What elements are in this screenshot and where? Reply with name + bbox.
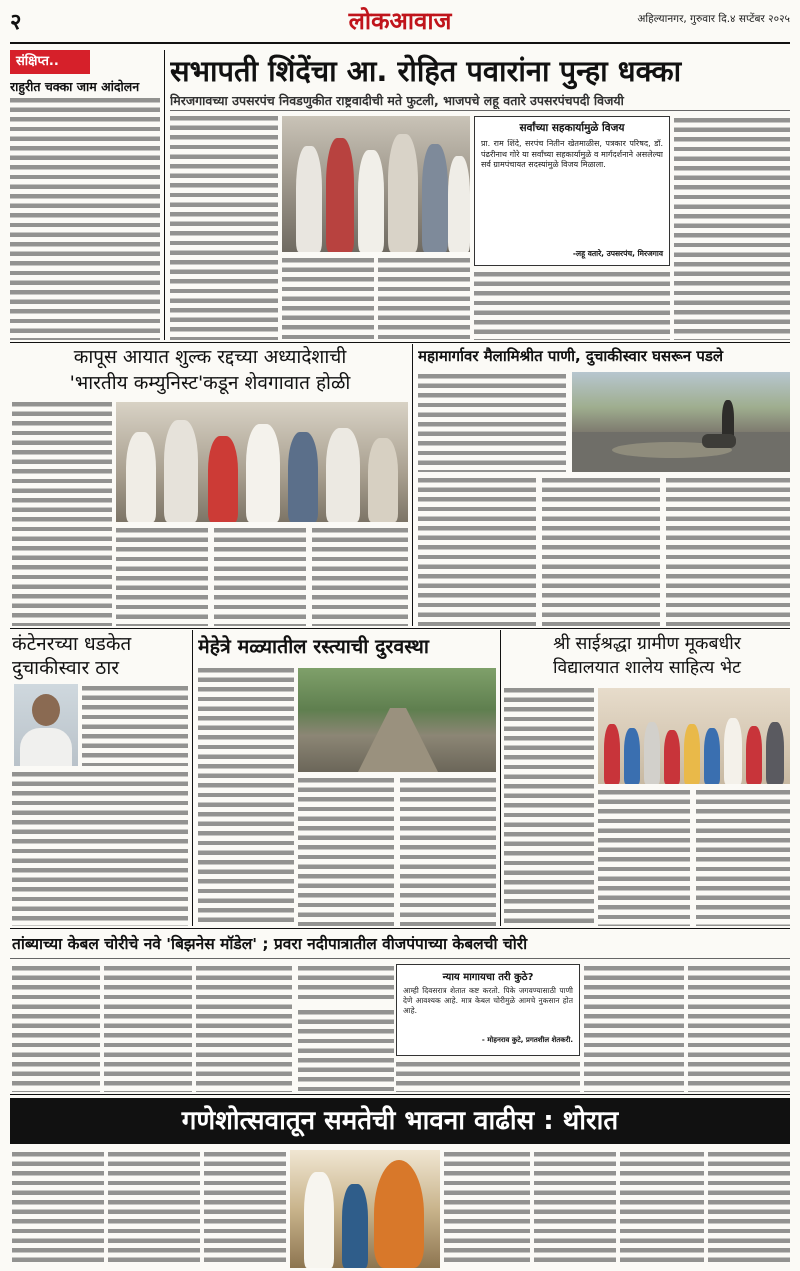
lead-col2 — [282, 256, 374, 340]
highway-headline: महामार्गावर मैलामिश्रीत पाणी, दुचाकीस्वार घसरून पडले — [418, 347, 724, 365]
mehetre-col2 — [298, 776, 394, 926]
lead-col3 — [378, 256, 470, 340]
container-body — [12, 770, 188, 926]
school-headline-1: श्री साईश्रद्धा ग्रामीण मूकबधीर — [553, 634, 741, 654]
thorat-dateline — [12, 1150, 104, 1266]
row-rule-3 — [10, 928, 790, 929]
lead-col4 — [474, 270, 670, 340]
lead-headline: सभापती शिंदेंचा आ. रोहित पवारांना पुन्हा धक्का — [170, 54, 682, 88]
sidebar-headline: राहुरीत चक्का जाम आंदोलन — [10, 79, 140, 94]
column-rule-3 — [192, 630, 193, 926]
masthead-rule — [10, 42, 790, 44]
cable-box-title: न्याय मागायचा तरी कुठे? — [442, 972, 534, 983]
highway-photo — [572, 372, 790, 472]
mehetre-photo — [298, 668, 496, 772]
lead-box-title: सर्वांच्या सहकार्यामुळे विजय — [519, 122, 625, 134]
cable-col1b — [104, 964, 192, 1092]
brand-logo: लोकआवाज — [348, 7, 452, 35]
column-rule — [164, 50, 165, 340]
sidebar — [10, 50, 160, 342]
cotton-col4 — [312, 526, 408, 626]
lead-col5 — [674, 116, 790, 340]
cable-col4 — [396, 1060, 580, 1092]
cable-callout-box — [396, 964, 580, 1056]
school-dateline — [504, 686, 594, 926]
dateline: अहिल्यानगर, गुरुवार दि.४ सप्टेंबर २०२५ — [637, 13, 790, 25]
school-col2 — [598, 788, 690, 926]
highway-col3 — [542, 476, 660, 626]
thorat-photo — [290, 1150, 440, 1268]
thorat-headline: गणेशोत्सवातून समतेची भावना वाढीस : थोरात — [181, 1106, 619, 1136]
cable-col1 — [12, 964, 100, 1092]
thorat-col3 — [204, 1150, 286, 1266]
lead-rule — [170, 110, 790, 111]
highway-col2 — [418, 476, 536, 626]
row-rule-4 — [10, 1094, 790, 1095]
lead-dateline — [170, 114, 278, 340]
thorat-col2 — [108, 1150, 200, 1266]
row-rule-1 — [10, 342, 790, 343]
column-rule-4 — [500, 630, 501, 926]
thorat-col4 — [444, 1150, 530, 1266]
cable-box-signature: - मोहनराव कुटे, प्रगतशील शेतकरी. — [481, 1036, 573, 1044]
cotton-headline-2: 'भारतीय कम्युनिस्ट'कडून शेवगावात होळी — [69, 372, 351, 394]
lead-box-signature: -लहू वतारे, उपसरपंच, मिरजगाव — [572, 249, 663, 258]
mehetre-headline: मेहेत्रे मळ्यातील रस्त्याची दुरवस्था — [198, 635, 429, 658]
cable-headline: तांब्याच्या केबल चोरीचे नवे 'बिझनेस मॉडेल' ; प्रवरा नदीपात्रातील वीजपंपाच्या केबलची चोरी — [12, 935, 528, 953]
thorat-col7 — [708, 1150, 790, 1266]
container-dateline — [82, 684, 188, 766]
school-col3 — [696, 788, 790, 926]
thorat-col5 — [534, 1150, 616, 1266]
container-victim-photo — [14, 684, 78, 766]
highway-dateline — [418, 372, 566, 472]
lead-box-text: प्रा. राम शिंदे, सरपंच नितीन खेतमाळीस, पत्रकार परिषद, डॉ. पंढरीनाथ गोरे या सर्वांच्या सहकार्यामुळे व मार्गदर्शनाने असलेल्या सर्व ग्रामपंचायत सदस्यांमुळे विजय मिळाला. — [481, 139, 663, 169]
lead-photo — [282, 116, 470, 252]
cable-box-text: आम्ही दिवसरात्र शेतात कष्ट करतो. पिके जगवण्यासाठी पाणी देणे आवश्यक आहे. मात्र केबल चोरीमुळे आमचे नुकसान होत आहे. — [403, 986, 573, 1015]
cable-col5 — [584, 964, 684, 1092]
cotton-col2 — [116, 526, 208, 626]
page-number: २ — [10, 10, 22, 35]
cable-col2 — [298, 964, 394, 1004]
container-headline-1: कंटेनरच्या धडकेत — [12, 633, 132, 655]
sidebar-label: संक्षिप्त.. — [10, 50, 90, 74]
mehetre-dateline — [198, 666, 294, 926]
column-rule-2 — [412, 344, 413, 626]
cotton-col3 — [214, 526, 306, 626]
lead-callout-box — [474, 116, 670, 266]
highway-col4 — [666, 476, 790, 626]
cotton-dateline — [12, 400, 112, 626]
mehetre-col3 — [400, 776, 496, 926]
cable-rule — [10, 958, 790, 959]
cable-dateline — [196, 964, 292, 1092]
cotton-headline-1: कापूस आयात शुल्क रद्दच्या अध्यादेशाची — [73, 346, 347, 368]
cable-col6 — [688, 964, 790, 1092]
row-rule-2 — [10, 628, 790, 629]
cable-col3 — [298, 1008, 394, 1092]
lead-subhead: मिरजगावच्या उपसरपंच निवडणुकीत राष्ट्रवादीची मते फुटली, भाजपचे लहू वतारे उपसरपंचपदी विजयी — [170, 93, 624, 108]
school-headline-2: विद्यालयात शालेय साहित्य भेट — [552, 658, 741, 678]
cotton-photo — [116, 402, 408, 522]
school-photo — [598, 688, 790, 784]
sidebar-lead — [10, 96, 160, 340]
masthead — [0, 0, 800, 48]
container-headline-2: दुचाकीस्वार ठार — [12, 657, 120, 679]
thorat-col6 — [620, 1150, 704, 1266]
